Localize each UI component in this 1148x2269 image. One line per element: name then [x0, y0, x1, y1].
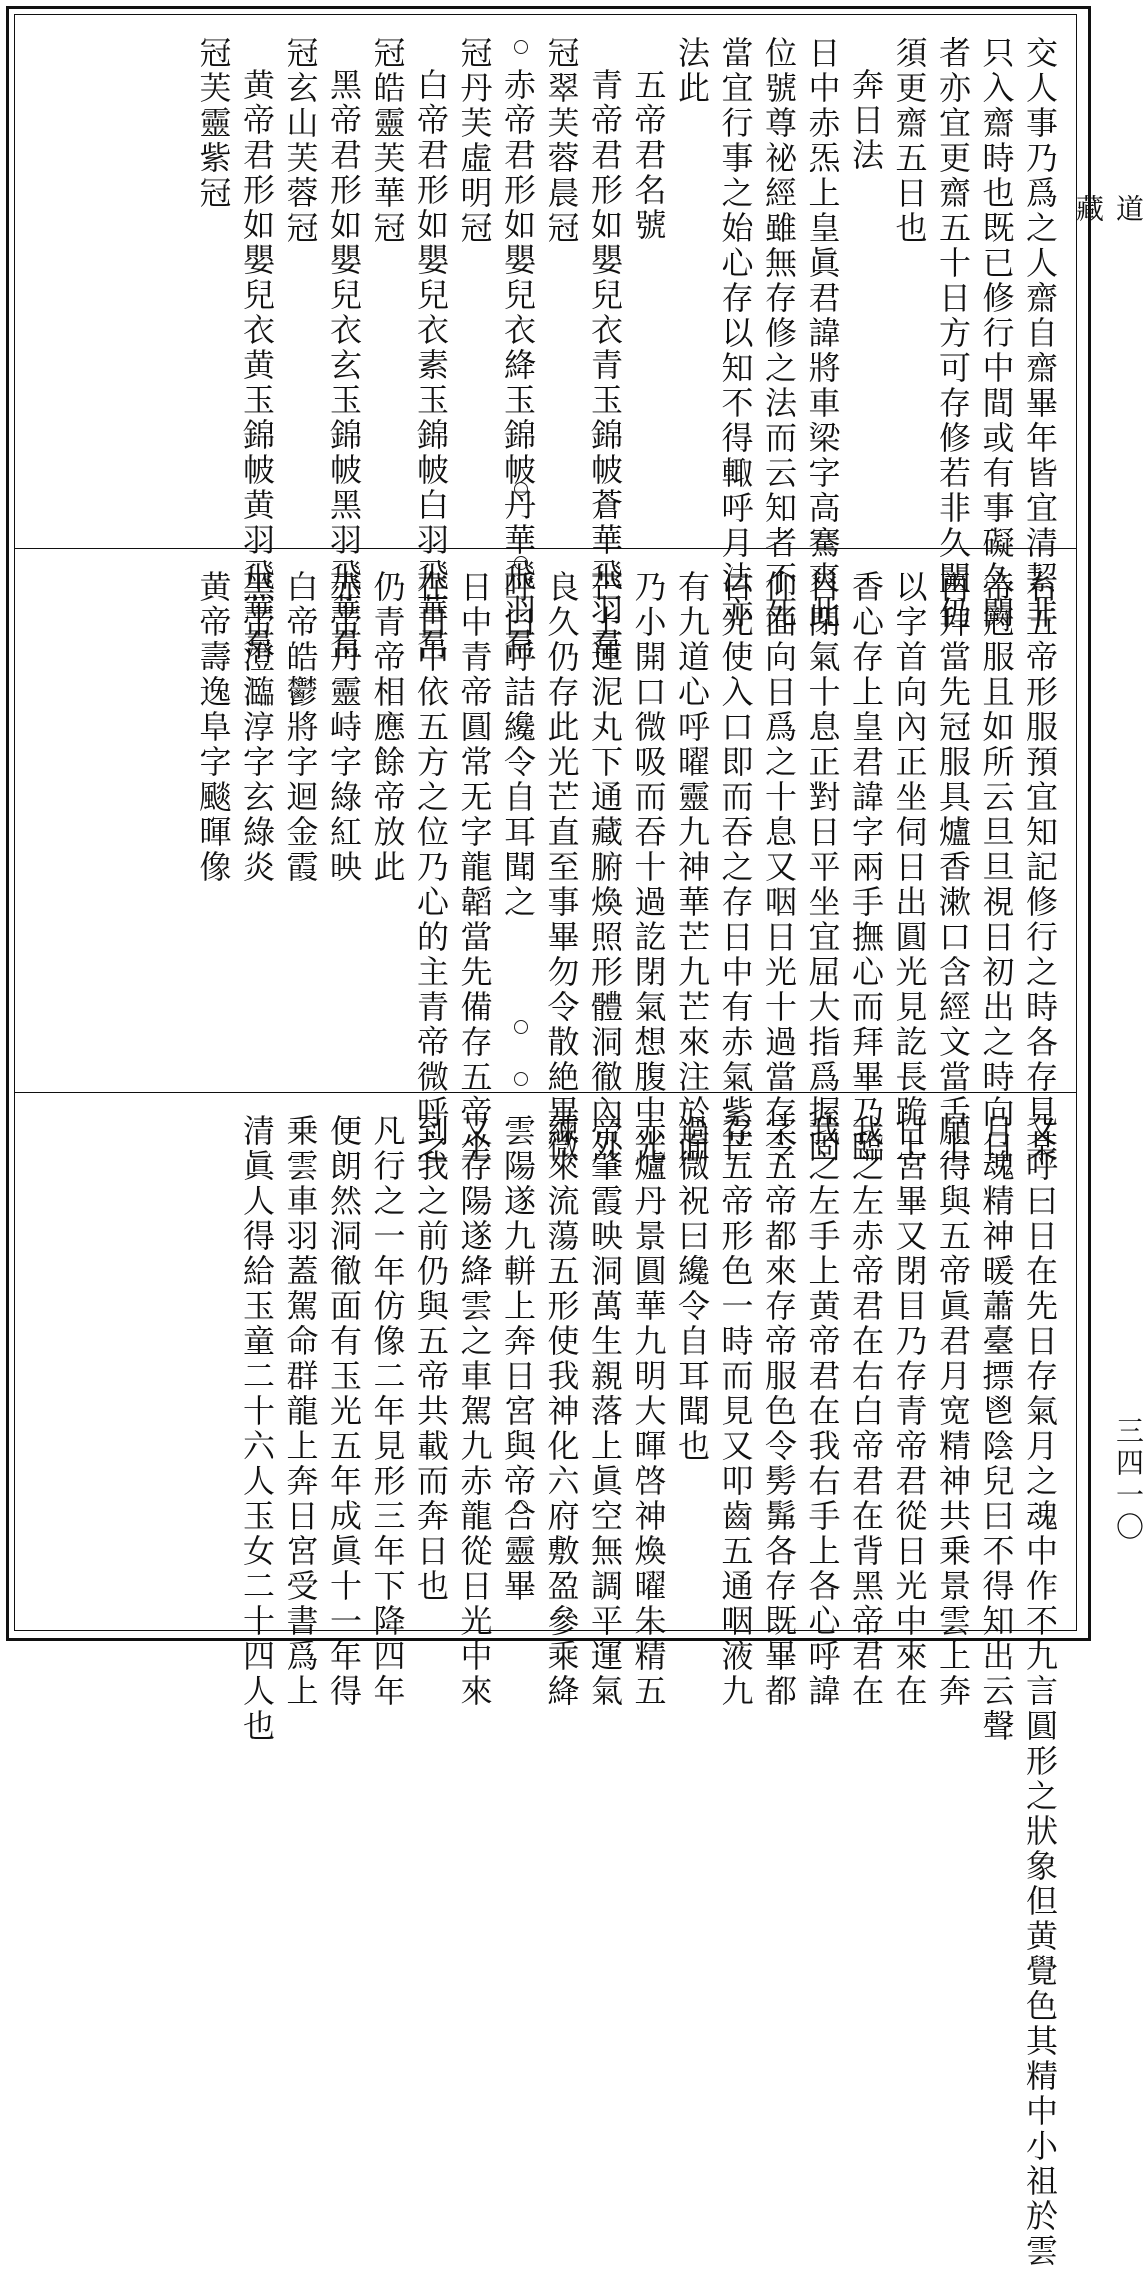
text-column: 我之左赤帝君在右白帝君在背黑帝君在 — [847, 1114, 885, 1709]
text-column: 冠翠芙蓉晨冠 — [542, 36, 581, 246]
text-column: 日光使入口即而吞之存日中有赤氣紫芒 — [716, 570, 755, 1165]
text-column: 奔日法 — [847, 68, 885, 173]
circle-marker — [514, 1020, 528, 1034]
text-column: 冠丹芙虛明冠 — [455, 36, 494, 246]
text-column: 仍青帝相應餘帝放此 — [368, 570, 407, 885]
text-column: 再拜當先冠服具爐香漱口含經文當舌上 — [934, 570, 972, 1165]
text-column: 仰面向日爲之十息又咽日光十過當存令 — [760, 570, 798, 1165]
text-column: 五帝君名號 — [629, 68, 668, 243]
text-column: 便朗然洞徹面有玉光五年成眞十一年得 — [325, 1114, 363, 1709]
column-group-middle — [14, 548, 1077, 1165]
text-column: 黄帝壽逸阜字颷暉像 — [194, 570, 233, 885]
text-column: 雲陽遂九軿上奔日宮與帝合靈畢 — [499, 1114, 537, 1604]
text-column: 位號尊祕經雖無存修之法而云知者不死 — [760, 36, 798, 631]
text-column: 乃小開口微吸而吞十過訖閉氣想腹中光 — [629, 570, 668, 1165]
collection-title — [1072, 60, 1148, 360]
text-column: 法此 — [673, 36, 711, 106]
text-column: 存五帝形色一時而見又叩齒五通咽液九 — [716, 1114, 755, 1709]
text-column: 良久仍存此光芒直至事畢勿令散絶畢微 — [542, 570, 581, 1165]
column-group-bottom — [14, 1092, 1077, 2269]
text-column: 赤帝丹靈峙字綠紅映 — [325, 570, 363, 885]
text-column: 赤爐丹景圓華九明大暉啓神煥曜朱精五 — [629, 1114, 668, 1709]
text-band-top — [14, 14, 1077, 663]
text-column: 只入齋時也既已修行中間或有事礙久闕 — [977, 36, 1016, 631]
column-group-top — [14, 14, 1077, 663]
text-column: 白帝皓鬱將字迴金霞 — [281, 570, 320, 885]
text-column: 字五帝都來存帝服色令髣髴各存既畢都 — [760, 1114, 798, 1709]
text-column: 日中青帝圓常无字龍韜當先備存五帝坐 — [455, 570, 494, 1165]
text-column: 黄帝君形如嬰兒衣黄玉錦帔黄羽飛華帬 — [238, 68, 276, 663]
text-column: 帝肇霞映洞萬生親落上眞空無調平運氣 — [586, 1114, 624, 1709]
text-column: 過微祝曰纔令自耳聞也 — [673, 1114, 711, 1464]
text-column: 日宮畢又閉目乃存青帝君從日光中來在 — [890, 1114, 929, 1709]
text-column: 冠玄山芙蓉冠 — [281, 36, 320, 246]
collection-title-char-1: 道 — [1112, 194, 1145, 226]
text-column: 清眞人得給玉童二十六人玉女二十四人也 — [238, 1114, 276, 1744]
circle-marker — [514, 1072, 528, 1086]
text-column: 目閉氣十息正對日平坐宜屈大指爲握固 — [803, 570, 842, 1165]
text-column: 右五帝形服預宜知記修行之時各存見某 — [1021, 570, 1059, 1165]
text-band-middle — [14, 548, 1077, 1165]
text-column: 青帝君形如嬰兒衣青玉錦帔蒼華飛羽帬 — [586, 68, 624, 663]
text-column: 有九道心呼曜靈九神華芒九芒來注於面 — [673, 570, 711, 1165]
text-column: 交人事乃爲之人齋自齋畢年皆宜清絜非 — [1021, 36, 1059, 631]
text-column: 又呼曰日在先日存氣月之魂中作不九言圓形之狀象但黄覺色其精中小祖於雲 — [1021, 1114, 1059, 2269]
collection-title-char-2: 藏 — [1072, 194, 1105, 226]
text-column: 當宜行事之始心存以知不得輙呼月法亦 — [716, 36, 755, 631]
text-column: 在日中依五方之位乃心的主青帝微呼之 — [412, 570, 450, 1165]
text-column: 者亦宜更齋五十日方可存修若非久闕仍 — [934, 36, 972, 631]
text-column: 冠芙靈紫冠 — [194, 36, 233, 211]
text-column: 赤帝君形如嬰兒衣絳玉錦帔丹華飛羽帬 — [499, 68, 537, 663]
text-column: 我之左手上黄帝君在我右手上各心呼諱 — [803, 1114, 842, 1709]
text-column: 黑帝澄瀶淳字玄綠炎 — [238, 570, 276, 885]
text-column: 白帝君形如嬰兒衣素玉錦帔白羽飛華帬 — [412, 68, 450, 663]
text-column: 凡行之一年仿像二年見形三年下降四年 — [368, 1114, 407, 1709]
text-column: 願得與五帝眞君月宽精神共乗景雲上奔 — [934, 1114, 972, 1709]
text-column: 到我之前仍與五帝共載而奔日也 — [412, 1114, 450, 1604]
text-column: 帝冠服且如所云旦旦視日初出之時向日 — [977, 570, 1016, 1165]
text-column: 日中赤炁上皇眞君諱將車梁字高騫爽此 — [803, 36, 842, 631]
circle-marker — [514, 40, 528, 54]
text-band-bottom — [14, 1092, 1077, 2269]
text-column: 練來流蕩五形使我神化六府敷盈參乘絳 — [542, 1114, 581, 1709]
circle-marker — [514, 1500, 528, 1514]
text-column: 乗雲車羽蓋駕命群龍上奔日宮受書爲上 — [281, 1114, 320, 1709]
text-column: 香心存上皇君諱字兩手撫心而拜畢乃臨 — [847, 570, 885, 1165]
circle-marker — [514, 482, 528, 496]
page-number: 三四一〇 — [1112, 1416, 1145, 1544]
text-column: 須更齋五日也 — [890, 36, 929, 246]
text-column: 月魂精神暖蕭臺摽鬯陰兒曰不得知出云聲 — [977, 1114, 1016, 1744]
text-column: 冠皓靈芙華冠 — [368, 36, 407, 246]
text-column: 以字首向內正坐伺日出圓光見訖長跪上 — [890, 570, 929, 1165]
text-column: 又存陽遂絳雲之車駕九赤龍從日光中來 — [455, 1114, 494, 1709]
text-column: 芒上連泥丸下通藏腑煥照形體洞徹內外 — [586, 570, 624, 1165]
text-column: 呼曰呼詰纔令自耳聞之 — [499, 570, 537, 920]
text-column: 黑帝君形如嬰兒衣玄玉錦帔黑羽飛華帬 — [325, 68, 363, 663]
circle-marker — [514, 556, 528, 570]
